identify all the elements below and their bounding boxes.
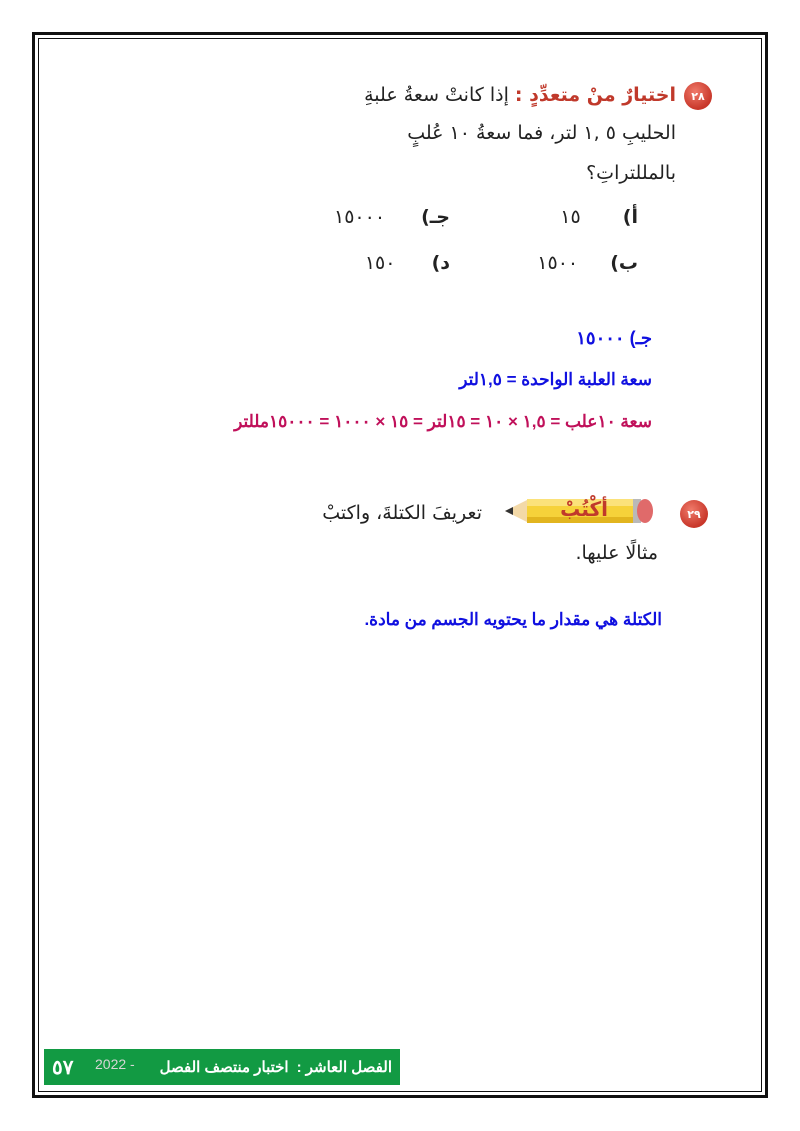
question-text: إذا كانتْ سعةُ علبةِ	[364, 84, 509, 106]
option-value: ١٥	[560, 206, 581, 228]
question-type-label: اختيارٌ منْ متعدِّدٍ :	[514, 84, 676, 106]
question-29-line-1: تعريفَ الكتلةَ، واكتبْ	[322, 502, 482, 524]
question-number-badge: ٢٨	[684, 82, 712, 110]
option-letter: ب)	[610, 252, 638, 274]
page-border-inner	[38, 38, 762, 1092]
footer-title: اختبار منتصف الفصل	[159, 1059, 289, 1076]
option-letter: د)	[431, 252, 450, 274]
option-d	[365, 252, 450, 274]
option-b	[537, 252, 638, 274]
option-value: ١٥٠	[364, 252, 396, 274]
question-29-line-2: مثالًا عليها.	[575, 542, 658, 564]
footer-chapter: الفصل العاشر :	[296, 1059, 392, 1076]
answer-28-choice: جـ) ١٥٠٠٠	[576, 328, 652, 348]
answer-29-text: الكتلة هي مقدار ما يحتويه الجسم من مادة.	[364, 610, 662, 629]
option-value: ١٥٠٠٠	[334, 206, 386, 228]
option-letter: أ)	[622, 206, 638, 228]
page-number: ٥٧	[52, 1056, 74, 1079]
pencil-label: أكْتُبْ	[560, 497, 608, 521]
option-letter: جـ)	[421, 206, 450, 228]
question-number-badge: ٢٩	[680, 500, 708, 528]
option-a	[560, 206, 638, 228]
question-28-line-3: بالمللتراتِ؟	[586, 162, 676, 184]
question-28-line-2: الحليبِ ٥ ,١ لتر، فما سعةُ ١٠ عُلبٍ	[407, 122, 676, 144]
option-value: ١٥٠٠	[537, 252, 579, 274]
question-28-line-1	[364, 84, 676, 106]
option-c	[334, 206, 450, 228]
watermark: 2022 -	[95, 1056, 135, 1072]
answer-28-step-1: سعة العلبة الواحدة = ١,٥لتر	[459, 370, 652, 389]
answer-28-step-2: سعة ١٠علب = ١,٥ × ١٠ = ١٥لتر = ١٥ × ١٠٠٠ = ١٥٠٠٠مللتر	[234, 412, 652, 431]
